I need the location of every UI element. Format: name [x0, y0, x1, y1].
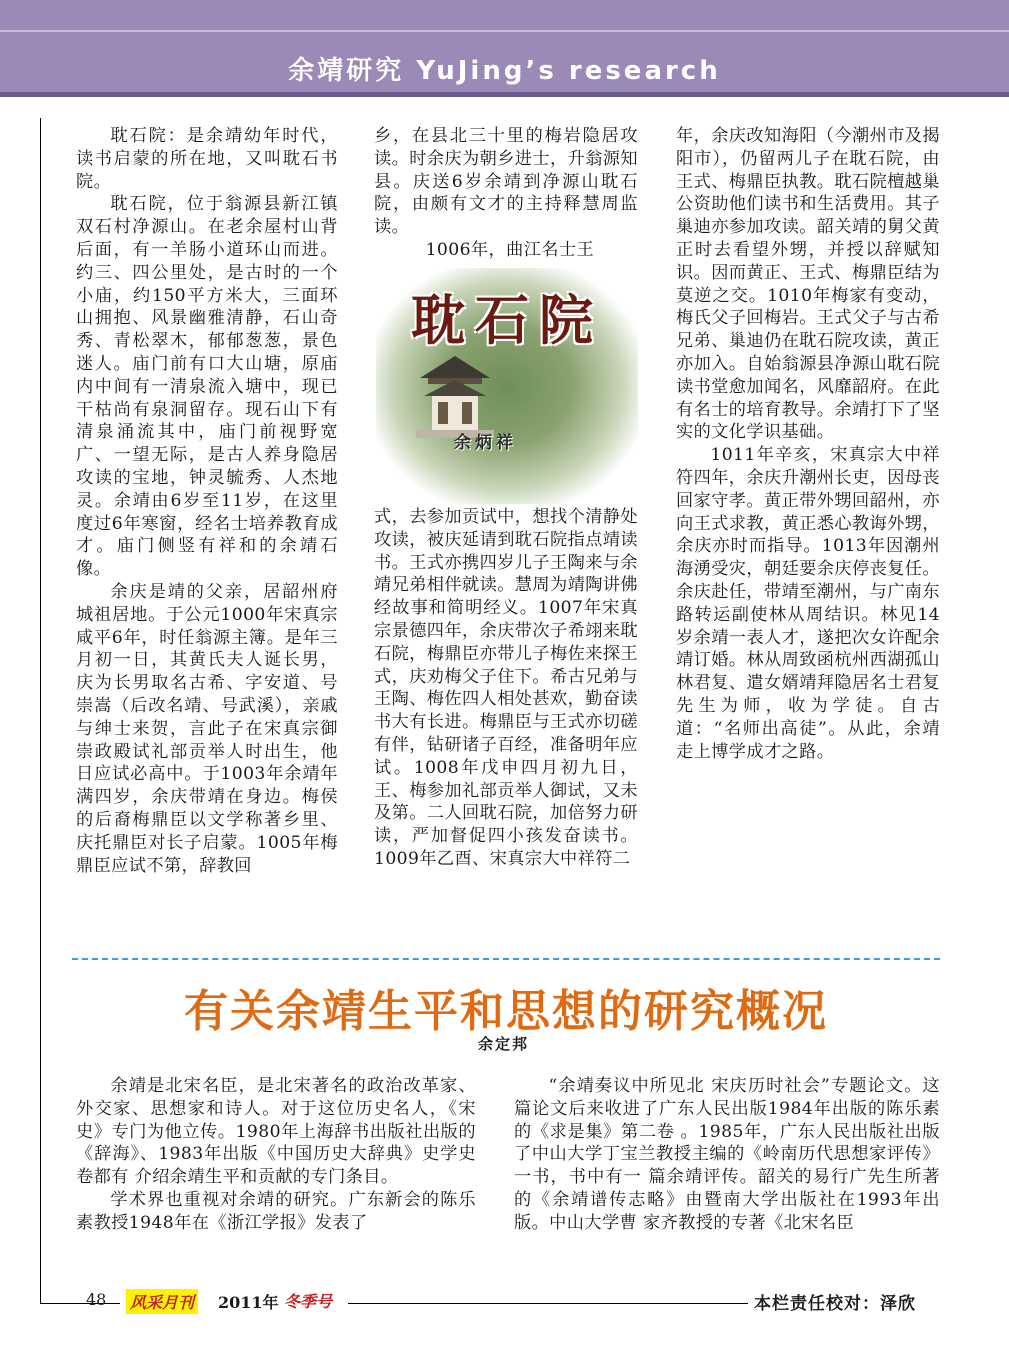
- paragraph: 余庆是靖的父亲，居韶州府城祖居地。于公元1000年宋真宗咸平6年，时任翁源主簿。是年三月初一日，其黄氏夫人诞长男，庆为长男取名古希、字安道、号崇嵩（后改名靖、号武溪），亲戚与绅士来贺，言此子在宋真宗御崇政殿试礼部贡举人时出生，他日应试必高中。于1003年余靖年满四岁，余庆带靖在身边。梅侯的后裔梅鼎臣以文学称著乡里、庆托鼎臣对长子启蒙。1005年梅鼎臣应试不第，辞教回: [76, 581, 338, 876]
- footer-rule-right: [348, 1303, 748, 1304]
- paragraph: 1011年辛亥，宋真宗大中祥符四年，余庆升潮州长吏，因母丧回家守孝。黄正带外甥回韶州，亦向王式求教，黄正悉心教诲外甥，余庆亦时而指导。1013年因潮州海湧受灾，朝廷要余庆停丧复任。余庆赴任，带靖至潮州，与广南东路转运副使林从周结识。林见14岁余靖一表人才，遂把次女许配余靖订婚。林从周致函杭州西湖孤山林君复、遣女婿靖拜隐居名士君复先生为师，收为学徒。自古道：“名师出高徒”。从此，余靖走上博学成才之路。: [676, 445, 940, 762]
- magazine-name: 风采月刊: [126, 1289, 198, 1314]
- feature-column-2-top: [374, 125, 638, 262]
- section-divider: [72, 958, 940, 960]
- article-column-2: [514, 1075, 940, 1235]
- header-strip: [0, 30, 1009, 32]
- left-gutter-line: [40, 118, 41, 1303]
- page-number: 48: [86, 1290, 107, 1309]
- paragraph: 学术界也重视对余靖的研究。广东新会的陈乐素教授1948年在《浙江学报》发表了: [76, 1189, 476, 1233]
- editor-note: 本栏责任校对：泽欣: [754, 1294, 916, 1314]
- paragraph: “余靖奏议中所见北 宋庆历时社会”专题论文。这篇论文后来收进了广东人民出版1984年出版的陈乐素的《求是集》第二卷 。1985年，广东人民出版社出版了中山大学丁宝兰教授主编的《岭南历代思想家评传》一书，书中有一 篇余靖评传。韶关的易行广先生所著的《余靖谱传志略》由暨南大学出版社在1993年出版。中山大学曹 家齐教授的专著《北宋名臣: [514, 1076, 940, 1233]
- magazine-year: 2011年: [218, 1293, 279, 1312]
- magazine-issue: 冬季号: [284, 1292, 333, 1311]
- article-column-1: [76, 1075, 476, 1235]
- paragraph: 年，余庆改知海阳（今潮州市及揭阳市），仍留两儿子在耽石院，由王式、梅鼎臣执教。耽石院檀越巢公资助他们读书和生活费用。其子巢迪亦参加攻读。韶关靖的舅父黄正时去看望外甥，并授以辞赋知识。因而黄正、王式、梅鼎臣结为莫逆之交。1010年梅家有变动，梅氏父子回梅岩。王式父子与古希兄弟、巢迪仍在耽石院攻读，黄正亦加入。自始翁源县净源山耽石院读书堂愈加闻名，风靡韶府。在此有名士的培育教导。余靖打下了坚实的文化学识基础。: [676, 126, 940, 443]
- paragraph: 耽石院，位于翁源县新江镇双石村净源山。在老余屋村山背后面，有一羊肠小道环山而进。约三、四公里处，是古时的一个小庙，约150平方米大，三面环山拥抱、风景幽雅清静，石山奇秀、青松翠木，郁郁葱葱，景色迷人。庙门前有口大山塘，原庙内中间有一清泉流入塘中，现已干枯尚有泉洞留存。现石山下有清泉涌流其中，庙门前视野宽广、一望无际，是古人养身隐居攻读的宝地，钟灵毓秀、人杰地灵。余靖由6岁至11岁，在这里度过6年寒窗，经名士培养教育成才。庙门侧竖有祥和的余靖石像。: [76, 194, 338, 580]
- feature-author: 余炳祥: [454, 433, 517, 453]
- feature-title: 耽石院: [411, 289, 603, 352]
- paragraph: 乡，在县北三十里的梅岩隐居攻读。时余庆为朝乡进士，升翁源知县。庆送6岁余靖到净源山耽石院，由颇有文才的主持释慧周监读。: [374, 126, 638, 238]
- paragraph: 余靖是北宋名臣，是北宋著名的政治改革家、外交家、思想家和诗人。对于这位历史名人，《宋史》专门为他立传。1980年上海辞书出版社出版的《辞海》、1983年出版《中国历史大辞典》史学史卷都有 介绍余靖生平和贡献的专门条目。: [76, 1076, 476, 1188]
- article-author: 余定邦: [478, 1035, 530, 1053]
- footer-rule-left: [40, 1303, 120, 1304]
- feature-title-image: [376, 268, 638, 504]
- article-title: 有关余靖生平和思想的研究概况: [184, 986, 828, 1037]
- feature-column-3: [676, 125, 940, 763]
- paragraph: 1006年，曲江名士王: [425, 239, 595, 260]
- feature-column-2-bottom: [374, 506, 638, 871]
- paragraph: 耽石院：是余靖幼年时代，读书启蒙的所在地，又叫耽石书院。: [76, 126, 338, 192]
- paragraph: 式，去参加贡试中，想找个清静处攻读，被庆延请到耽石院指点靖读书。王式亦携四岁儿子王陶来与余靖兄弟相伴就读。慧周为靖陶讲佛经故事和简明经义。1007年宋真宗景德四年，余庆带次子希翊来耽石院，梅鼎臣亦带儿子梅佐来探王式，庆劝梅父子住下。希古兄弟与王陶、梅佐四人相处甚欢，勤奋读书大有长进。梅鼎臣与王式亦切磋有伴，钻研诸子百经，准备明年应试。1008年戊申四月初九日，王、梅参加礼部贡举人御试，又未及第。二人回耽石院，加倍努力研读，严加督促四小孩发奋读书。1009年乙酉、宋真宗大中祥符二: [374, 507, 638, 869]
- section-header-title: 余靖研究 YuJing’s research: [288, 56, 721, 86]
- feature-column-1: [76, 125, 338, 877]
